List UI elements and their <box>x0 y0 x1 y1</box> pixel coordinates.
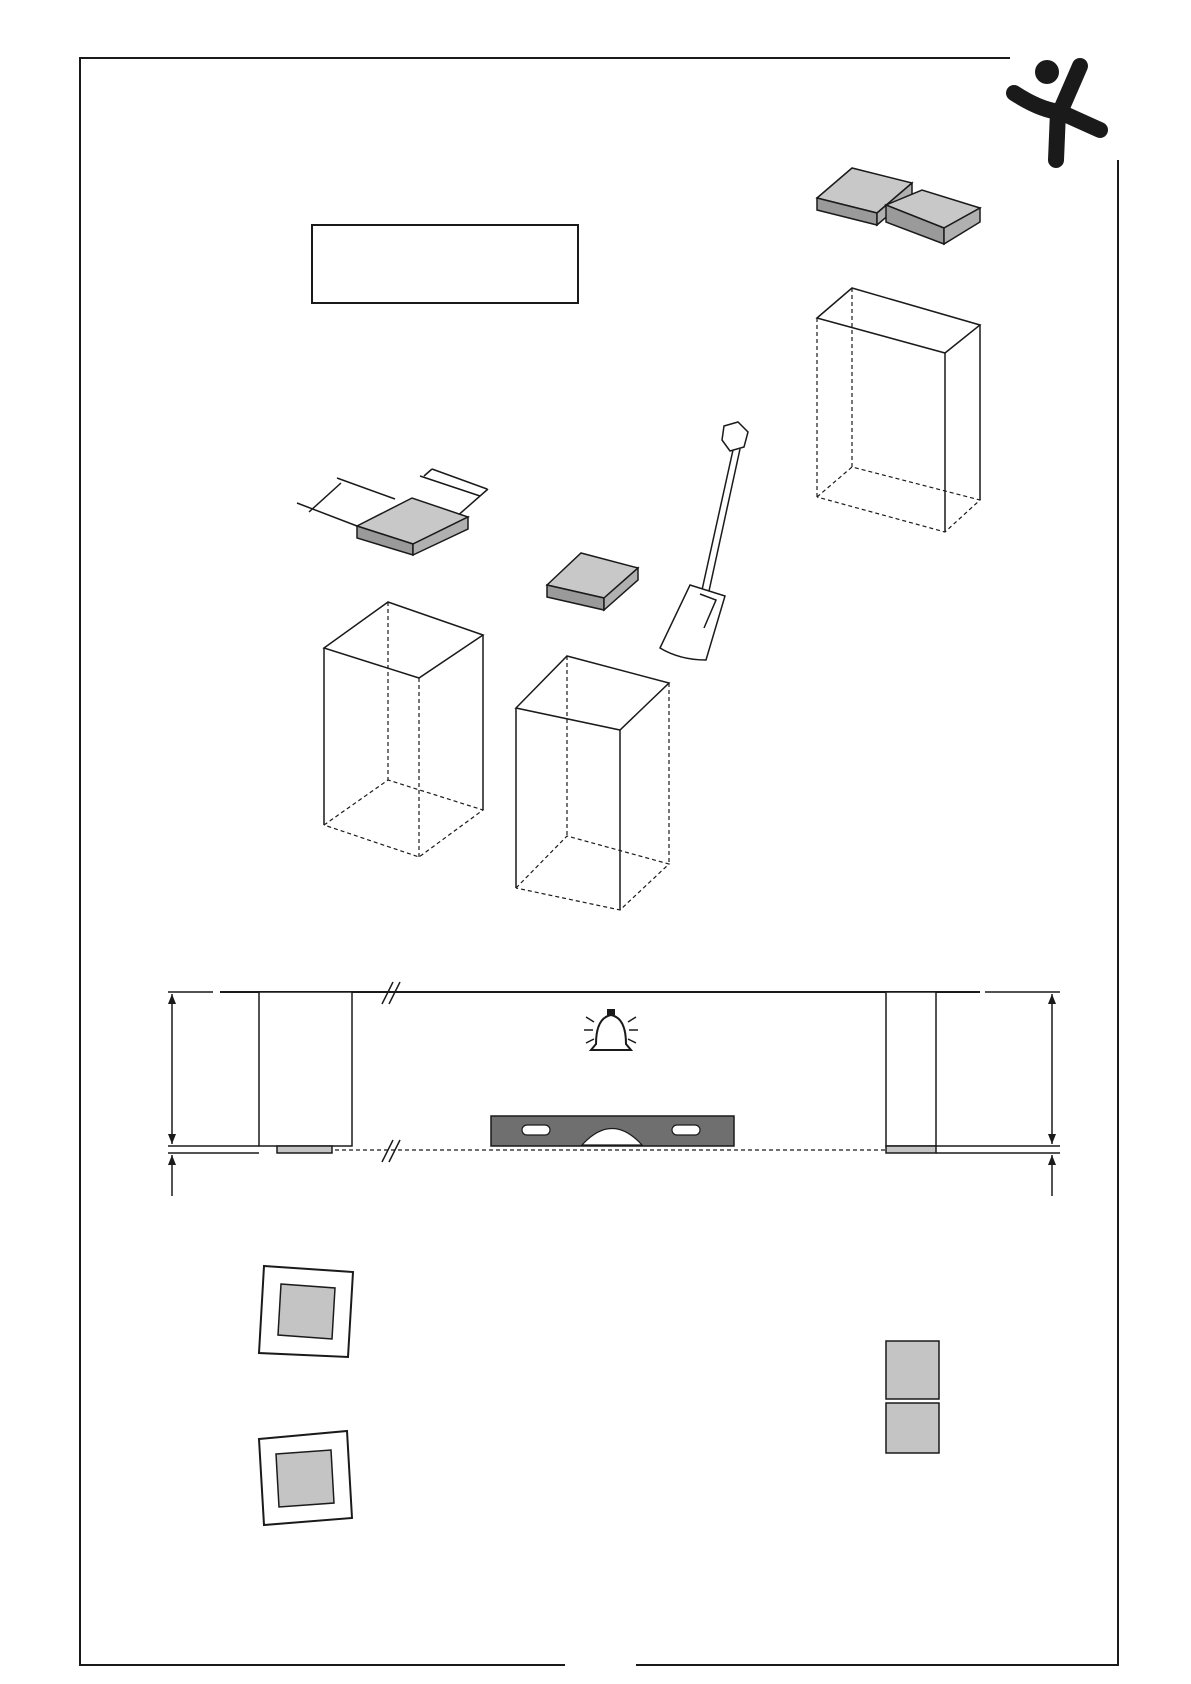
small-slab <box>547 553 638 610</box>
bell-icon <box>584 1009 638 1050</box>
shovel-icon <box>660 422 748 660</box>
pit-left <box>324 602 483 857</box>
framed-tile-bottom <box>259 1431 352 1525</box>
slab-pair <box>817 168 980 244</box>
stick-figure-logo <box>1014 60 1100 160</box>
spirit-level-icon <box>491 1116 734 1146</box>
stacked-slabs <box>886 1341 939 1453</box>
pit-center <box>516 656 669 910</box>
dimensioned-slab <box>297 469 488 555</box>
pit-right <box>817 288 980 532</box>
framed-tile-top <box>259 1266 353 1357</box>
text-box <box>312 225 578 303</box>
page-frame <box>80 58 1118 1665</box>
